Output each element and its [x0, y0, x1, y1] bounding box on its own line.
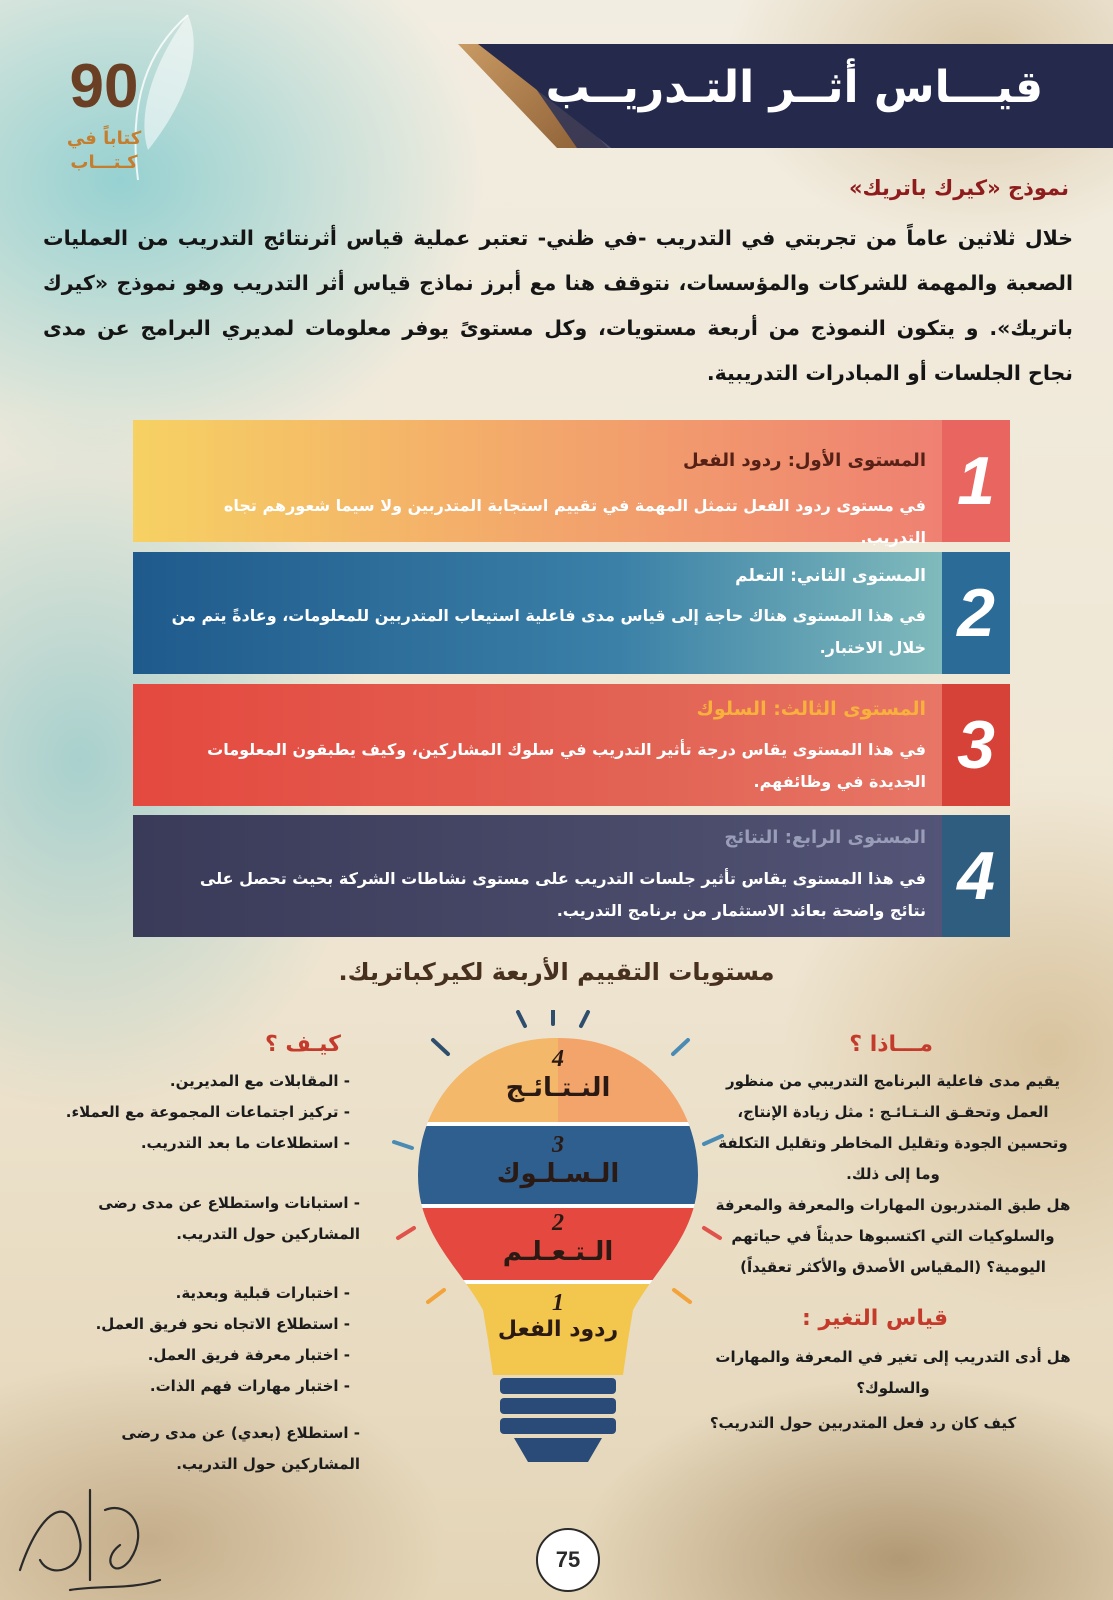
- list-item: - تركيز اجتماعات المجموعة مع العملاء.: [65, 1103, 350, 1121]
- level-number: 1: [942, 420, 1010, 542]
- level-description: في مستوى ردود الفعل تتمثل المهمة في تقييم استجابة المتدربين ولا سيما شعورهم تجاه التدريب.: [223, 496, 926, 547]
- how-heading: كيـف ؟: [265, 1032, 341, 1057]
- what-heading: مـــاذا ؟: [849, 1032, 933, 1057]
- change-text: هل أدى التدريب إلى تغير في المعرفة والمهارات والسلوك؟: [715, 1348, 1071, 1397]
- page-title: قيـــاس أثــر التـدريــب: [545, 62, 1043, 113]
- author-signature: [10, 1450, 170, 1600]
- list-item: - استبانات واستطلاع عن مدى رضى المشاركين حول التدريب.: [98, 1194, 360, 1243]
- change-heading: قياس التغير :: [802, 1306, 948, 1331]
- logo-number: 90: [69, 52, 139, 121]
- logo-text-line2: كـتـــاب: [70, 152, 138, 173]
- level-card-2: [133, 552, 1010, 674]
- list-item: - استطلاع الاتجاه نحو فريق العمل.: [95, 1315, 350, 1333]
- level-number: 3: [942, 684, 1010, 806]
- level-description: في هذا المستوى يقاس درجة تأثير التدريب في سلوك المشاركين، وكيف يطبقون المعلومات الجديدة في وظائفهم.: [207, 740, 926, 791]
- how-list-results: [50, 1066, 350, 1159]
- level-title: المستوى الأول: ردود الفعل: [683, 450, 926, 471]
- level-title: المستوى الرابع: النتائج: [724, 827, 926, 848]
- reaction-question: كيف كان رد فعل المتدربين حول التدريب؟: [709, 1414, 1017, 1432]
- logo-text-line1: كتاباً في: [66, 128, 142, 149]
- level-card-3: [133, 684, 1010, 806]
- level-number: 2: [942, 552, 1010, 674]
- list-item: - المقابلات مع المديرين.: [169, 1072, 350, 1090]
- what-text-behavior: هل طبق المتدربون المهارات والمعرفة والمعرفة والسلوكيات التي اكتسبوها حديثاً في حياتهم اليومية؟ (المقياس الأصدق والأكثر تعقيداً): [715, 1196, 1071, 1276]
- diagram-heading: مستويات التقييم الأربعة لكيركباتريك.: [338, 958, 775, 986]
- bulb-level-label: الـسـلـوك: [496, 1159, 620, 1189]
- level-number: 4: [942, 815, 1010, 937]
- model-subtitle: نموذج «كيرك باتريك»: [848, 176, 1069, 200]
- bulb-level-label: النـتـائـج: [505, 1073, 611, 1103]
- bulb-level-number: 3: [552, 1132, 564, 1158]
- list-item: - اختبارات قبلية وبعدية.: [175, 1284, 350, 1302]
- bulb-level-label: الـتـعـلـم: [502, 1237, 614, 1267]
- bulb-level-number: 4: [552, 1046, 564, 1072]
- how-list-learning: [50, 1278, 350, 1402]
- page-number: 75: [536, 1528, 600, 1592]
- bulb-level-number: 2: [552, 1210, 564, 1236]
- level-title: المستوى الثاني: التعلم: [735, 566, 926, 586]
- bulb-level-4: [418, 1046, 698, 1103]
- level-card-1: [133, 420, 1010, 547]
- list-item: - اختبار معرفة فريق العمل.: [147, 1346, 350, 1364]
- level-description: في هذا المستوى يقاس تأثير جلسات التدريب على مستوى نشاطات الشركة بحيث تحصل على نتائج واضحة بعائد الاستثمار من برنامج التدريب.: [199, 869, 926, 920]
- intro-paragraph: خلال ثلاثين عاماً من تجربتي في التدريب -في ظني- تعتبر عملية قياس أثرنتائج التدريب من العمليات الصعبة والمهمة للشركات والمؤسسات، نتوقف هنا مع أبرز نماذج قياس أثر التدريب وهو نموذج «كيرك باتريك». و يتكون النموذج من أربعة مستويات، وكل مستوىً يوفر معلومات لمديري البرامج عن مدى نجاح الجلسات أو المبادرات التدريبية.: [43, 226, 1073, 385]
- bulb-level-1: [418, 1290, 698, 1342]
- bulb-level-2: [418, 1210, 698, 1267]
- bulb-base: [500, 1378, 616, 1462]
- bulb-level-label: ردود الفعل: [497, 1317, 619, 1342]
- list-item: - استطلاع (بعدي) عن مدى رضى المشاركين حول التدريب.: [121, 1424, 360, 1473]
- bulb-level-number: 1: [552, 1290, 564, 1316]
- what-text-results: يقيم مدى فاعلية البرنامج التدريبي من منظور العمل وتحقـق النـتـائـج : مثل زيادة الإنتاج، وتحسين الجودة وتقليل المخاطر وتقليل التكلفة وما إلى ذلك.: [718, 1072, 1068, 1183]
- bulb-level-3: [418, 1132, 698, 1189]
- how-list-behavior: [60, 1188, 360, 1250]
- list-item: - استطلاعات ما بعد التدريب.: [140, 1134, 350, 1152]
- level-title: المستوى الثالث: السلوك: [696, 698, 926, 720]
- level-description: في هذا المستوى هناك حاجة إلى قياس مدى فاعلية استيعاب المتدربين للمعلومات، وعادةً يتم من خلال الاختبار.: [171, 606, 926, 657]
- list-item: - اختبار مهارات فهم الذات.: [149, 1377, 350, 1395]
- level-card-4: [133, 815, 1010, 937]
